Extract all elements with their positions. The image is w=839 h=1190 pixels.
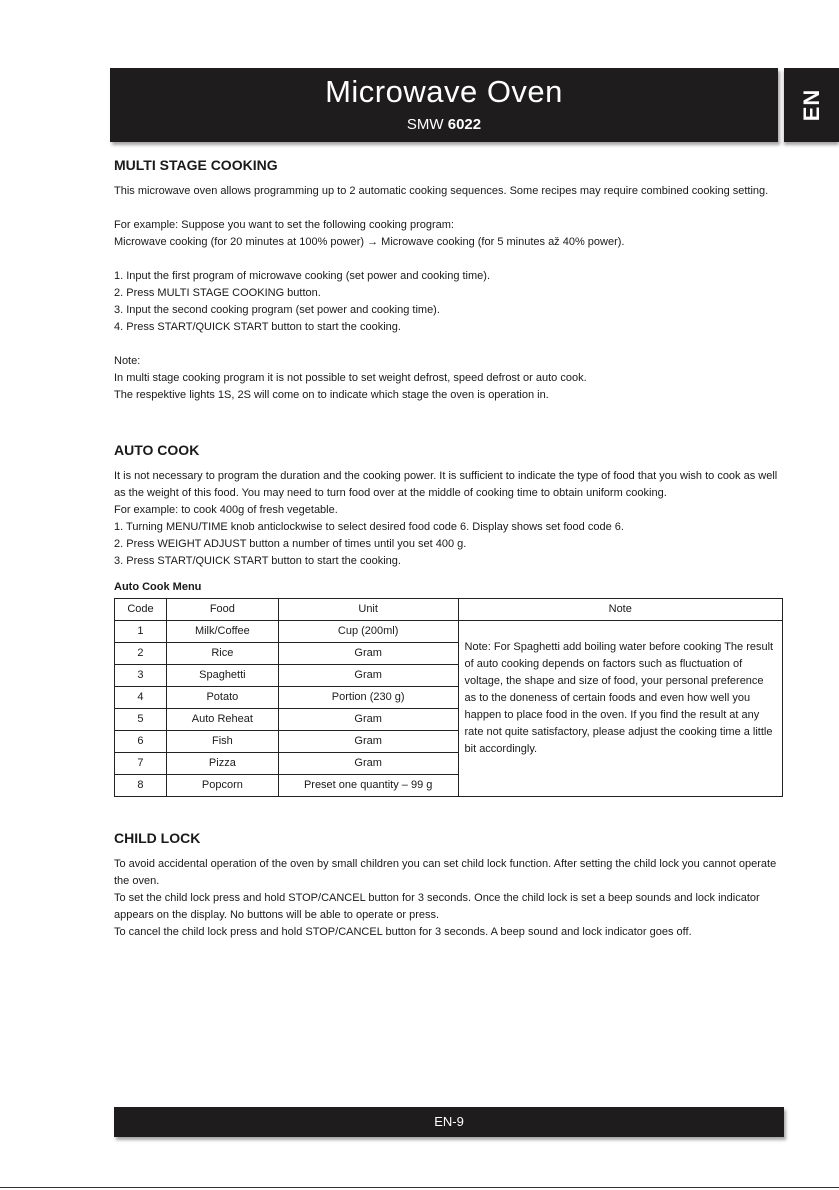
table-cell: 7 xyxy=(115,753,167,775)
auto-cook-menu-title: Auto Cook Menu xyxy=(114,581,202,593)
child-lock-paragraph-1: To avoid accidental operation of the oven by small children you can set child lock function. After setting the child lock you cannot operate the oven. xyxy=(114,858,777,887)
footer-banner xyxy=(114,1107,784,1137)
table-cell: 8 xyxy=(115,775,167,797)
list-item: 1. Input the first program of microwave cooking (set power and cooking time). xyxy=(114,270,491,282)
list-item: 1. Turning MENU/TIME knob anticlockwise to select desired food code 6. Display shows set food code 6. xyxy=(114,521,624,533)
table-cell: 6 xyxy=(115,731,167,753)
table-row xyxy=(115,621,783,643)
table-cell: Gram xyxy=(278,665,458,687)
language-tab xyxy=(784,68,839,142)
auto-cook-example: For example: to cook 400g of fresh vegetable. xyxy=(114,504,338,516)
table-header-row xyxy=(115,599,783,621)
page-number: EN-9 xyxy=(434,1114,464,1129)
auto-cook-steps xyxy=(114,519,784,570)
table-cell: Gram xyxy=(278,643,458,665)
column-header: Food xyxy=(166,599,278,621)
table-cell: Fish xyxy=(166,731,278,753)
table-cell: Pizza xyxy=(166,753,278,775)
content xyxy=(114,155,784,941)
model-prefix: SMW xyxy=(406,116,444,133)
multi-stage-steps xyxy=(114,268,784,336)
language-label: EN xyxy=(798,88,824,122)
table-cell: Spaghetti xyxy=(166,665,278,687)
table-cell: Gram xyxy=(278,731,458,753)
page-title: Microwave Oven xyxy=(325,74,563,109)
table-cell: Gram xyxy=(278,709,458,731)
list-item: 2. Press WEIGHT ADJUST button a number of times until you set 400 g. xyxy=(114,538,467,550)
table-cell: Rice xyxy=(166,643,278,665)
table-note-cell: Note: For Spaghetti add boiling water before cooking The result of auto cooking depends on factors such as fluctuation of voltage, the shape and size of food, your personal preference as to the doneness of certain foods and even how well you happen to place food in the oven. If you find the result at any rate not quite satisfactory, please adjust the cooking time a little bit accordingly. xyxy=(458,621,782,797)
section-heading-multi-stage: MULTI STAGE COOKING xyxy=(114,157,278,173)
child-lock-paragraph-3: To cancel the child lock press and hold STOP/CANCEL button for 3 seconds. A beep sound and lock indicator goes off. xyxy=(114,926,692,938)
table-cell: Portion (230 g) xyxy=(278,687,458,709)
bottom-rule xyxy=(0,1187,839,1188)
table-cell: Preset one quantity – 99 g xyxy=(278,775,458,797)
column-header: Unit xyxy=(278,599,458,621)
list-item: 3. Press START/QUICK START button to start the cooking. xyxy=(114,555,401,567)
table-cell: Popcorn xyxy=(166,775,278,797)
multi-stage-note-label: Note: xyxy=(114,355,141,367)
table-cell: 5 xyxy=(115,709,167,731)
multi-stage-note-1: In multi stage cooking program it is not possible to set weight defrost, speed defrost or auto cook. xyxy=(114,372,587,384)
table-cell: 1 xyxy=(115,621,167,643)
section-heading-auto-cook: AUTO COOK xyxy=(114,442,200,458)
column-header: Code xyxy=(115,599,167,621)
child-lock-paragraph-2: To set the child lock press and hold STOP/CANCEL button for 3 seconds. Once the child lock is set a beep sounds and lock indicator appears on the display. No buttons will be able to operate or press. xyxy=(114,892,760,921)
model-label xyxy=(110,116,778,133)
table-cell: Potato xyxy=(166,687,278,709)
multi-stage-note-2: The respektive lights 1S, 2S will come on to indicate which stage the oven is operation in. xyxy=(114,389,549,401)
header-banner xyxy=(110,68,778,142)
table-cell: 3 xyxy=(115,665,167,687)
list-item: 4. Press START/QUICK START button to start the cooking. xyxy=(114,321,401,333)
table-cell: Cup (200ml) xyxy=(278,621,458,643)
list-item: 3. Input the second cooking program (set power and cooking time). xyxy=(114,304,440,316)
list-item: 2. Press MULTI STAGE COOKING button. xyxy=(114,287,321,299)
multi-stage-example-2: Microwave cooking (for 20 minutes at 100% power) → Microwave cooking (for 5 minutes až 40% power). xyxy=(114,236,625,248)
table-cell: Auto Reheat xyxy=(166,709,278,731)
section-heading-child-lock: CHILD LOCK xyxy=(114,830,201,846)
table-cell: Milk/Coffee xyxy=(166,621,278,643)
table-cell: 2 xyxy=(115,643,167,665)
table-cell: 4 xyxy=(115,687,167,709)
auto-cook-intro: It is not necessary to program the duration and the cooking power. It is sufficient to indicate the type of food that you wish to cook as well as the weight of this food. You may need to turn food over at the middle of cooking time to obtain uniform cooking. xyxy=(114,470,778,499)
multi-stage-intro: This microwave oven allows programming up to 2 automatic cooking sequences. Some recipes may require combined cooking setting. xyxy=(114,185,769,197)
column-header: Note xyxy=(458,599,782,621)
model-number: 6022 xyxy=(447,116,482,133)
multi-stage-example-1: For example: Suppose you want to set the following cooking program: xyxy=(114,219,454,231)
table-cell: Gram xyxy=(278,753,458,775)
auto-cook-table xyxy=(114,598,783,797)
